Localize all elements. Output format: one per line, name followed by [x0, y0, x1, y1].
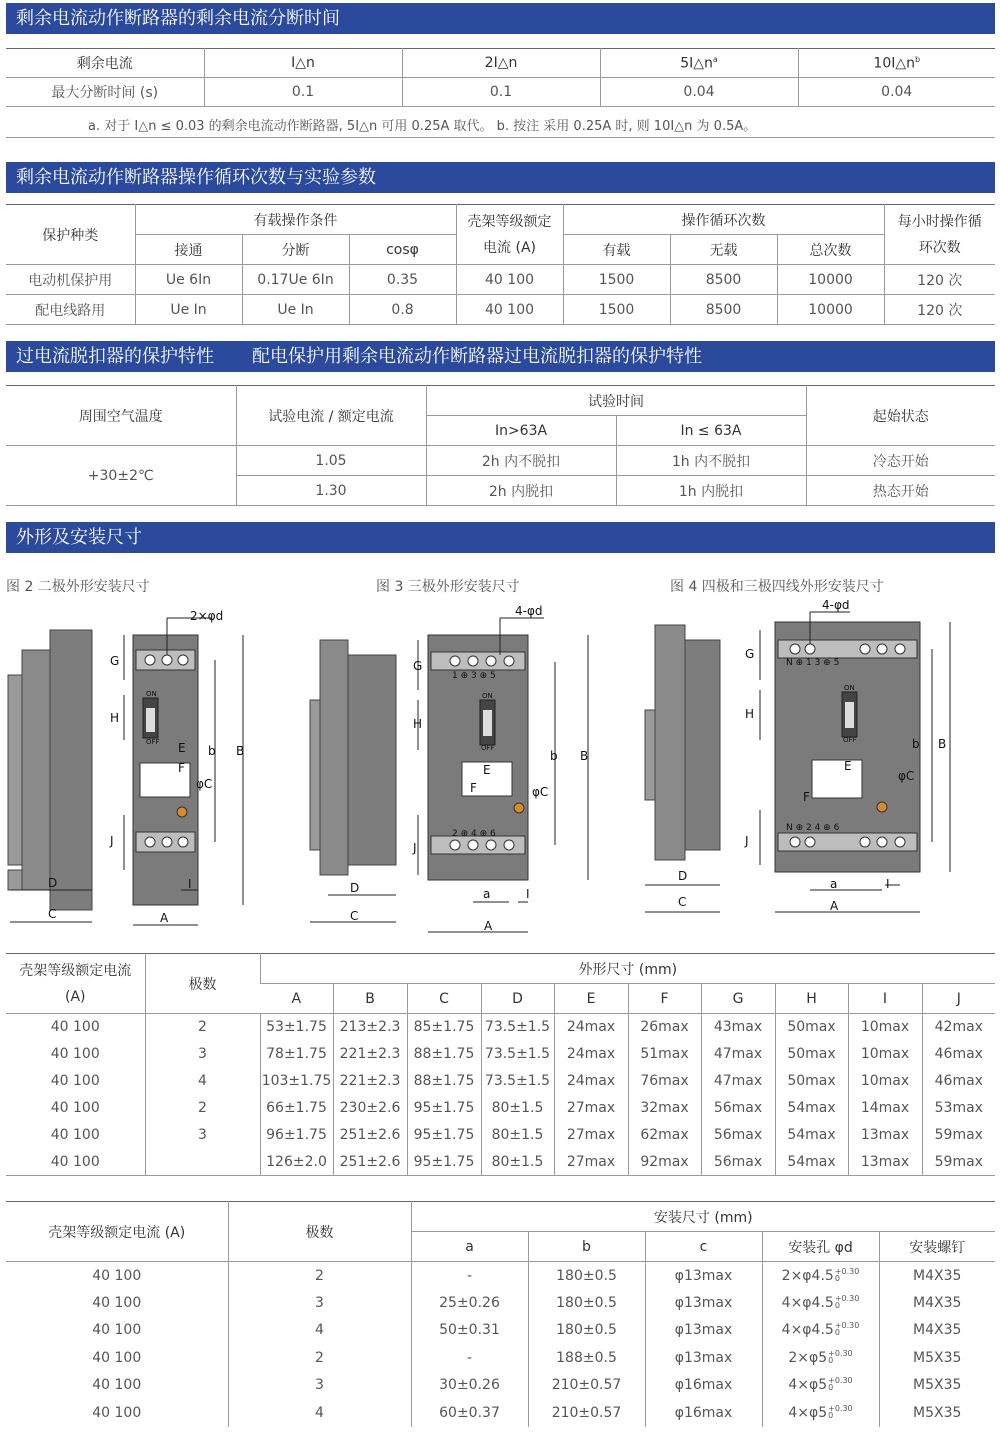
front-view — [133, 635, 198, 905]
table-row — [6, 265, 995, 295]
table-cell: 80±1.5 — [481, 1149, 554, 1176]
table-cell: M4X35 — [879, 1289, 995, 1317]
mount-dims-header: 安装尺寸 (mm) — [411, 1202, 995, 1232]
figure-3-drawing — [300, 600, 620, 940]
table-cell: 40 100 — [92, 1267, 142, 1284]
table-row — [6, 1372, 995, 1400]
table-cell: 210±0.57 — [528, 1372, 645, 1400]
dim-small-b-label: b — [208, 744, 216, 758]
ambient-temp-value: +30±2℃ — [87, 467, 154, 484]
dim-col-header: D — [481, 984, 554, 1014]
table-cell: 210±0.57 — [528, 1399, 645, 1427]
section-header-breaking-time: 剩余电流动作断路器的剩余电流分断时间 — [6, 3, 995, 34]
table-cell: 46max — [922, 1068, 995, 1095]
table-cell: 88±1.75 — [407, 1041, 481, 1068]
poles-header: 极数 — [228, 1202, 411, 1262]
table-cell: 24max — [554, 1014, 628, 1041]
table-cell: M5X35 — [879, 1344, 995, 1372]
table-cell: 40 100 — [92, 1322, 142, 1339]
table-cell: 76max — [628, 1068, 701, 1095]
table-cell: 180±0.5 — [528, 1317, 645, 1345]
table-cell: 221±2.3 — [333, 1041, 407, 1068]
off-label: OFF — [843, 736, 857, 744]
table-cell: 3 — [228, 1289, 411, 1317]
mounting-dimensions-table — [6, 1201, 995, 1427]
initial-state-header: 起始状态 — [806, 386, 995, 446]
table-cell: 42max — [922, 1014, 995, 1041]
table-cell: 0.1 — [402, 78, 600, 107]
gt63-header: In>63A — [426, 416, 616, 446]
table-cell: 85±1.75 — [407, 1014, 481, 1041]
table-row — [6, 1289, 995, 1317]
table-cell: 2 — [145, 1095, 260, 1122]
table-cell: 78±1.75 — [260, 1041, 333, 1068]
table-cell: 66±1.75 — [260, 1095, 333, 1122]
table-cell: 2 — [145, 1014, 260, 1041]
table-cell: 40 100 — [50, 1100, 100, 1116]
section-header-operation-cycles: 剩余电流动作断路器操作循环次数与实验参数 — [6, 162, 995, 193]
table-cell: 95±1.75 — [407, 1095, 481, 1122]
dim-g-label: G — [745, 647, 755, 661]
table-cell: 53±1.75 — [260, 1014, 333, 1041]
table-cell: 46max — [922, 1041, 995, 1068]
table-cell: φ16max — [645, 1372, 762, 1400]
table-cell: 热态开始 — [806, 476, 995, 506]
dim-phic-label: φC — [898, 769, 915, 783]
table-cell: 10max — [848, 1014, 922, 1041]
table-cell: 1.30 — [236, 476, 426, 506]
table-cell: M5X35 — [879, 1399, 995, 1427]
hole-label: 4-φd — [822, 600, 850, 612]
col-c-header: c — [645, 1232, 762, 1262]
terminal-top-label: 1 ⊕ 3 ⊕ 5 — [452, 671, 496, 681]
dim-phic-label: φC — [532, 785, 549, 799]
terminal-bottom-label: N ⊕ 2 4 ⊕ 6 — [786, 823, 840, 833]
table-cell: 47max — [701, 1068, 775, 1095]
tolerance: +0.30 0 — [834, 1266, 860, 1283]
table-cell: 53max — [922, 1095, 995, 1122]
table-cell: 2 — [228, 1344, 411, 1372]
table-cell: 43max — [701, 1014, 775, 1041]
table-cell: 4×φ4.5 +0.30 0 — [762, 1317, 879, 1345]
off-label: OFF — [481, 744, 495, 752]
dim-h-label: H — [110, 711, 120, 725]
table-row — [6, 446, 995, 476]
dim-i-label: I — [188, 877, 192, 891]
table-cell: 1500 — [563, 295, 670, 325]
table-cell: 126±2.0 — [260, 1149, 333, 1176]
table-cell: φ13max — [645, 1344, 762, 1372]
table-row — [6, 1317, 995, 1345]
make-header: 接通 — [135, 235, 242, 265]
table-row — [6, 295, 995, 325]
outline-dims-header: 外形尺寸 (mm) — [260, 954, 995, 984]
table-cell: 80±1.5 — [481, 1122, 554, 1149]
dim-col-header: A — [291, 990, 302, 1007]
dim-d-label: D — [678, 869, 688, 883]
table-cell: 1h 内脱扣 — [616, 476, 806, 506]
table-cell: 3 — [228, 1372, 411, 1400]
table-cell: 50max — [775, 1068, 848, 1095]
table-cell: 4 — [145, 1068, 260, 1095]
table-cell: 0.8 — [349, 295, 456, 325]
table-cell: 0.04 — [798, 78, 995, 107]
table-cell: 40 100 — [50, 1154, 100, 1170]
table-cell: 0.1 — [204, 78, 402, 107]
dim-c-label: C — [48, 907, 57, 921]
dim-small-b-label: b — [912, 737, 920, 751]
dim-i-label: I — [526, 887, 530, 901]
table-cell: 180±0.5 — [528, 1289, 645, 1317]
table-cell: 13max — [848, 1122, 922, 1149]
table-cell: 25±0.26 — [411, 1289, 528, 1317]
dim-i-label: I — [886, 877, 890, 891]
dim-j-label: J — [413, 841, 417, 855]
table-cell: 56max — [701, 1149, 775, 1176]
dim-d-label: D — [48, 876, 58, 890]
cos-header: cosφ — [349, 235, 456, 265]
table-cell: M5X35 — [879, 1372, 995, 1400]
tolerance: +0.30 0 — [834, 1321, 860, 1338]
frame-current-header: 壳架等级额定电流 (A) — [19, 962, 132, 1005]
per-hour-header: 每小时操作循 环次数 — [884, 205, 995, 265]
terminal-bottom-label: 2 ⊕ 4 ⊕ 6 — [452, 829, 496, 839]
dim-a-label: A — [160, 911, 169, 925]
table-cell: 2×φ5 +0.30 0 — [762, 1344, 879, 1372]
table-cell: 92max — [628, 1149, 701, 1176]
table-row — [6, 1095, 995, 1122]
table-cell: 2×φ4.5 +0.30 0 — [762, 1262, 879, 1290]
dim-col-header: H — [775, 984, 848, 1014]
table-cell: 27max — [554, 1149, 628, 1176]
table-cell: 95±1.75 — [407, 1149, 481, 1176]
dim-small-a-label: a — [830, 877, 838, 891]
table-cell: 27max — [554, 1095, 628, 1122]
table-cell: φ13max — [645, 1317, 762, 1345]
table-cell: 230±2.6 — [333, 1095, 407, 1122]
table-cell: 3 — [145, 1041, 260, 1068]
dim-h-label: H — [413, 717, 423, 731]
dim-phic-label: φC — [196, 777, 213, 791]
table-cell: 30±0.26 — [411, 1372, 528, 1400]
dim-f-label: F — [803, 790, 810, 804]
table-cell: φ13max — [645, 1289, 762, 1317]
table-cell: Ue In — [135, 295, 242, 325]
table-cell: 59max — [922, 1122, 995, 1149]
table-cell: 10000 — [777, 295, 884, 325]
figure-4-title: 图 4 四极和三极四线外形安装尺寸 — [670, 579, 884, 595]
table-cell: Ue 6In — [135, 265, 242, 295]
table-cell: M4X35 — [879, 1262, 995, 1290]
dim-col-header: C — [407, 984, 481, 1014]
dim-e-label: E — [844, 759, 852, 773]
dim-col-header: B — [333, 984, 407, 1014]
dim-b-label: B — [236, 744, 245, 758]
table-cell: 40 100 — [456, 265, 563, 295]
col-a-header: a — [411, 1232, 528, 1262]
table-cell: 26max — [628, 1014, 701, 1041]
hole-label: 4-φd — [515, 604, 543, 618]
table-cell: 10max — [848, 1068, 922, 1095]
table-cell: 冷态开始 — [806, 446, 995, 476]
divider — [6, 1175, 995, 1176]
table-cell: 103±1.75 — [260, 1068, 333, 1095]
table-cell: 56max — [701, 1122, 775, 1149]
table-cell: 40 100 — [50, 1127, 100, 1143]
table-cell: 180±0.5 — [528, 1262, 645, 1290]
residual-current-label: 剩余电流 — [76, 56, 133, 72]
table-cell: 14max — [848, 1095, 922, 1122]
max-break-time-label: 最大分断时间 (s) — [51, 85, 159, 101]
frame-current-header: 壳架等级额定电流 (A) — [48, 1224, 186, 1241]
dim-f-label: F — [470, 781, 477, 795]
breaking-time-table — [6, 48, 995, 107]
table-cell: 50max — [775, 1041, 848, 1068]
table-cell: 60±0.37 — [411, 1399, 528, 1427]
table-cell: 4×φ4.5 +0.30 0 — [762, 1289, 879, 1317]
table-cell: 8500 — [670, 295, 777, 325]
table-row — [6, 1068, 995, 1095]
table-cell: 54max — [775, 1122, 848, 1149]
table-cell: 50max — [775, 1014, 848, 1041]
table-cell: 54max — [775, 1149, 848, 1176]
table-cell: 0.17Ue 6In — [242, 265, 349, 295]
table-cell: 96±1.75 — [260, 1122, 333, 1149]
operation-cycles-table — [6, 204, 995, 325]
total-header: 总次数 — [777, 235, 884, 265]
col-hole-header: 安装孔 φd — [762, 1232, 879, 1262]
table-row — [6, 1344, 995, 1372]
table-cell: 40 100 — [50, 1046, 100, 1062]
table-cell: 120 次 — [884, 265, 995, 295]
dim-small-b-label: b — [550, 749, 558, 763]
side-view — [645, 625, 720, 860]
table-cell: 2h 内不脱扣 — [426, 446, 616, 476]
table-cell: 40 100 — [92, 1349, 142, 1366]
table-cell: 24max — [554, 1041, 628, 1068]
figure-2-drawing — [0, 600, 262, 940]
tolerance: +0.30 0 — [828, 1376, 853, 1393]
protection-type-header: 保护种类 — [42, 227, 99, 244]
table-cell: 50±0.31 — [411, 1317, 528, 1345]
table-cell: 配电线路用 — [35, 302, 106, 319]
table-cell: 62max — [628, 1122, 701, 1149]
terminal-top-label: N ⊕ 1 3 ⊕ 5 — [786, 658, 840, 668]
table-cell: 1h 内不脱扣 — [616, 446, 806, 476]
ambient-temp-header: 周围空气温度 — [78, 408, 163, 425]
table-cell: 80±1.5 — [481, 1095, 554, 1122]
table-cell: 188±0.5 — [528, 1344, 645, 1372]
tolerance: +0.30 0 — [834, 1293, 860, 1310]
table-row — [6, 1041, 995, 1068]
tolerance: +0.30 0 — [828, 1348, 853, 1365]
table-cell: 1500 — [563, 265, 670, 295]
table-cell: 10000 — [777, 265, 884, 295]
dim-j-label: J — [745, 834, 749, 848]
test-ratio-header: 试验电流 / 额定电流 — [236, 386, 426, 446]
dim-col-header: I — [848, 984, 922, 1014]
breaking-time-note: a. 对于 I△n ≤ 0.03 的剩余电流动作断路器, 5I△n 可用 0.25A 取代。 b. 按注 采用 0.25A 时, 则 10I△n 为 0.5A。 — [88, 119, 757, 134]
table-row — [6, 1014, 995, 1041]
table-cell: 24max — [554, 1068, 628, 1095]
section-header-overcurrent: 过电流脱扣器的保护特性 配电保护用剩余电流动作断路器过电流脱扣器的保护特性 — [6, 341, 995, 372]
dim-a-label: A — [830, 899, 839, 913]
table-cell: 40 100 — [92, 1404, 142, 1421]
le63-header: In ≤ 63A — [616, 416, 806, 446]
table-cell: 51max — [628, 1041, 701, 1068]
table-cell: 88±1.75 — [407, 1068, 481, 1095]
table-cell: 40 100 — [92, 1294, 142, 1311]
table-cell: 47max — [701, 1041, 775, 1068]
dim-e-label: E — [483, 763, 491, 777]
figure-3-title: 图 3 三极外形安装尺寸 — [376, 579, 520, 595]
table-cell: 56max — [701, 1095, 775, 1122]
break-header: 分断 — [242, 235, 349, 265]
cycles-header: 操作循环次数 — [563, 205, 884, 235]
dim-small-a-label: a — [483, 887, 491, 901]
table-cell: 8500 — [670, 265, 777, 295]
table-cell: 1.05 — [236, 446, 426, 476]
table-cell: 40 100 — [50, 1019, 100, 1036]
table-cell: 40 100 — [92, 1377, 142, 1394]
test-time-header: 试验时间 — [426, 386, 806, 416]
table-cell: M4X35 — [879, 1317, 995, 1345]
col-b-header: b — [528, 1232, 645, 1262]
table-cell: 213±2.3 — [333, 1014, 407, 1041]
table-cell: - — [411, 1262, 528, 1290]
overcurrent-table — [6, 385, 995, 506]
table-cell: 10max — [848, 1041, 922, 1068]
table-cell: 4×φ5 +0.30 0 — [762, 1399, 879, 1427]
off-label: OFF — [146, 738, 160, 746]
dim-c-label: C — [350, 909, 359, 923]
load-header: 有载 — [563, 235, 670, 265]
dim-c-label: C — [678, 895, 687, 909]
dim-h-label: H — [745, 707, 755, 721]
table-cell — [145, 1149, 260, 1176]
dim-e-label: E — [178, 741, 186, 755]
table-row — [6, 1399, 995, 1427]
dim-g-label: G — [413, 659, 423, 673]
dim-f-label: F — [178, 761, 185, 775]
table-cell: 251±2.6 — [333, 1149, 407, 1176]
figure-2-title: 图 2 二极外形安装尺寸 — [6, 579, 150, 595]
table-cell: 40 100 — [456, 295, 563, 325]
table-cell: 27max — [554, 1122, 628, 1149]
divider — [6, 137, 995, 138]
table-cell: φ16max — [645, 1399, 762, 1427]
dim-g-label: G — [110, 654, 120, 668]
table-cell: 0.35 — [349, 265, 456, 295]
table-row — [6, 1262, 995, 1290]
on-label: ON — [482, 692, 493, 700]
col-10ian: $10I\triangle n^b$ — [798, 49, 995, 78]
dim-col-header: G — [701, 984, 775, 1014]
dim-col-header: F — [628, 984, 701, 1014]
table-cell: 73.5±1.5 — [481, 1041, 554, 1068]
table-cell: Ue In — [242, 295, 349, 325]
table-cell: 95±1.75 — [407, 1122, 481, 1149]
table-cell: 4 — [228, 1317, 411, 1345]
on-label: ON — [844, 684, 855, 692]
frame-current-header: 壳架等级额定 电流 (A) — [456, 205, 563, 265]
hole-label: 2×φd — [190, 609, 224, 623]
dim-b-label: B — [580, 749, 589, 763]
table-cell: φ13max — [645, 1262, 762, 1290]
table-cell: 32max — [628, 1095, 701, 1122]
table-cell: 4 — [228, 1399, 411, 1427]
table-cell: 2h 内脱扣 — [426, 476, 616, 506]
on-label: ON — [146, 690, 157, 698]
table-cell: 2 — [228, 1262, 411, 1290]
table-cell: 电动机保护用 — [28, 272, 113, 289]
side-view — [8, 630, 92, 910]
tolerance: +0.30 0 — [828, 1403, 853, 1420]
outline-dimensions-table — [6, 953, 995, 1176]
figure-4-drawing — [620, 600, 995, 940]
poles-header: 极数 — [145, 954, 260, 1014]
table-cell: 13max — [848, 1149, 922, 1176]
table-row — [6, 1149, 995, 1176]
table-cell: 73.5±1.5 — [481, 1014, 554, 1041]
dim-a-label: A — [484, 919, 493, 933]
table-cell: 0.04 — [600, 78, 798, 107]
table-cell: 40 100 — [50, 1073, 100, 1089]
col-2ian: 2I△n — [402, 49, 600, 78]
load-condition-header: 有载操作条件 — [135, 205, 456, 235]
table-cell: 3 — [145, 1122, 260, 1149]
col-screw-header: 安装螺钉 — [879, 1232, 995, 1262]
table-cell: 221±2.3 — [333, 1068, 407, 1095]
col-5ian: $5I\triangle n^a$ — [600, 49, 798, 78]
table-cell: 54max — [775, 1095, 848, 1122]
table-cell: 73.5±1.5 — [481, 1068, 554, 1095]
table-cell: - — [411, 1344, 528, 1372]
col-ian: I△n — [204, 49, 402, 78]
dim-b-label: B — [938, 737, 947, 751]
table-cell: 59max — [922, 1149, 995, 1176]
table-cell: 4×φ5 +0.30 0 — [762, 1372, 879, 1400]
table-row — [6, 1122, 995, 1149]
table-cell: 120 次 — [884, 295, 995, 325]
dim-j-label: J — [110, 834, 114, 848]
dim-col-header: J — [922, 984, 995, 1014]
section-header-dimensions: 外形及安装尺寸 — [6, 522, 995, 553]
no-load-header: 无载 — [670, 235, 777, 265]
dim-d-label: D — [350, 881, 360, 895]
dim-col-header: E — [554, 984, 628, 1014]
table-cell: 251±2.6 — [333, 1122, 407, 1149]
side-view — [310, 640, 396, 875]
